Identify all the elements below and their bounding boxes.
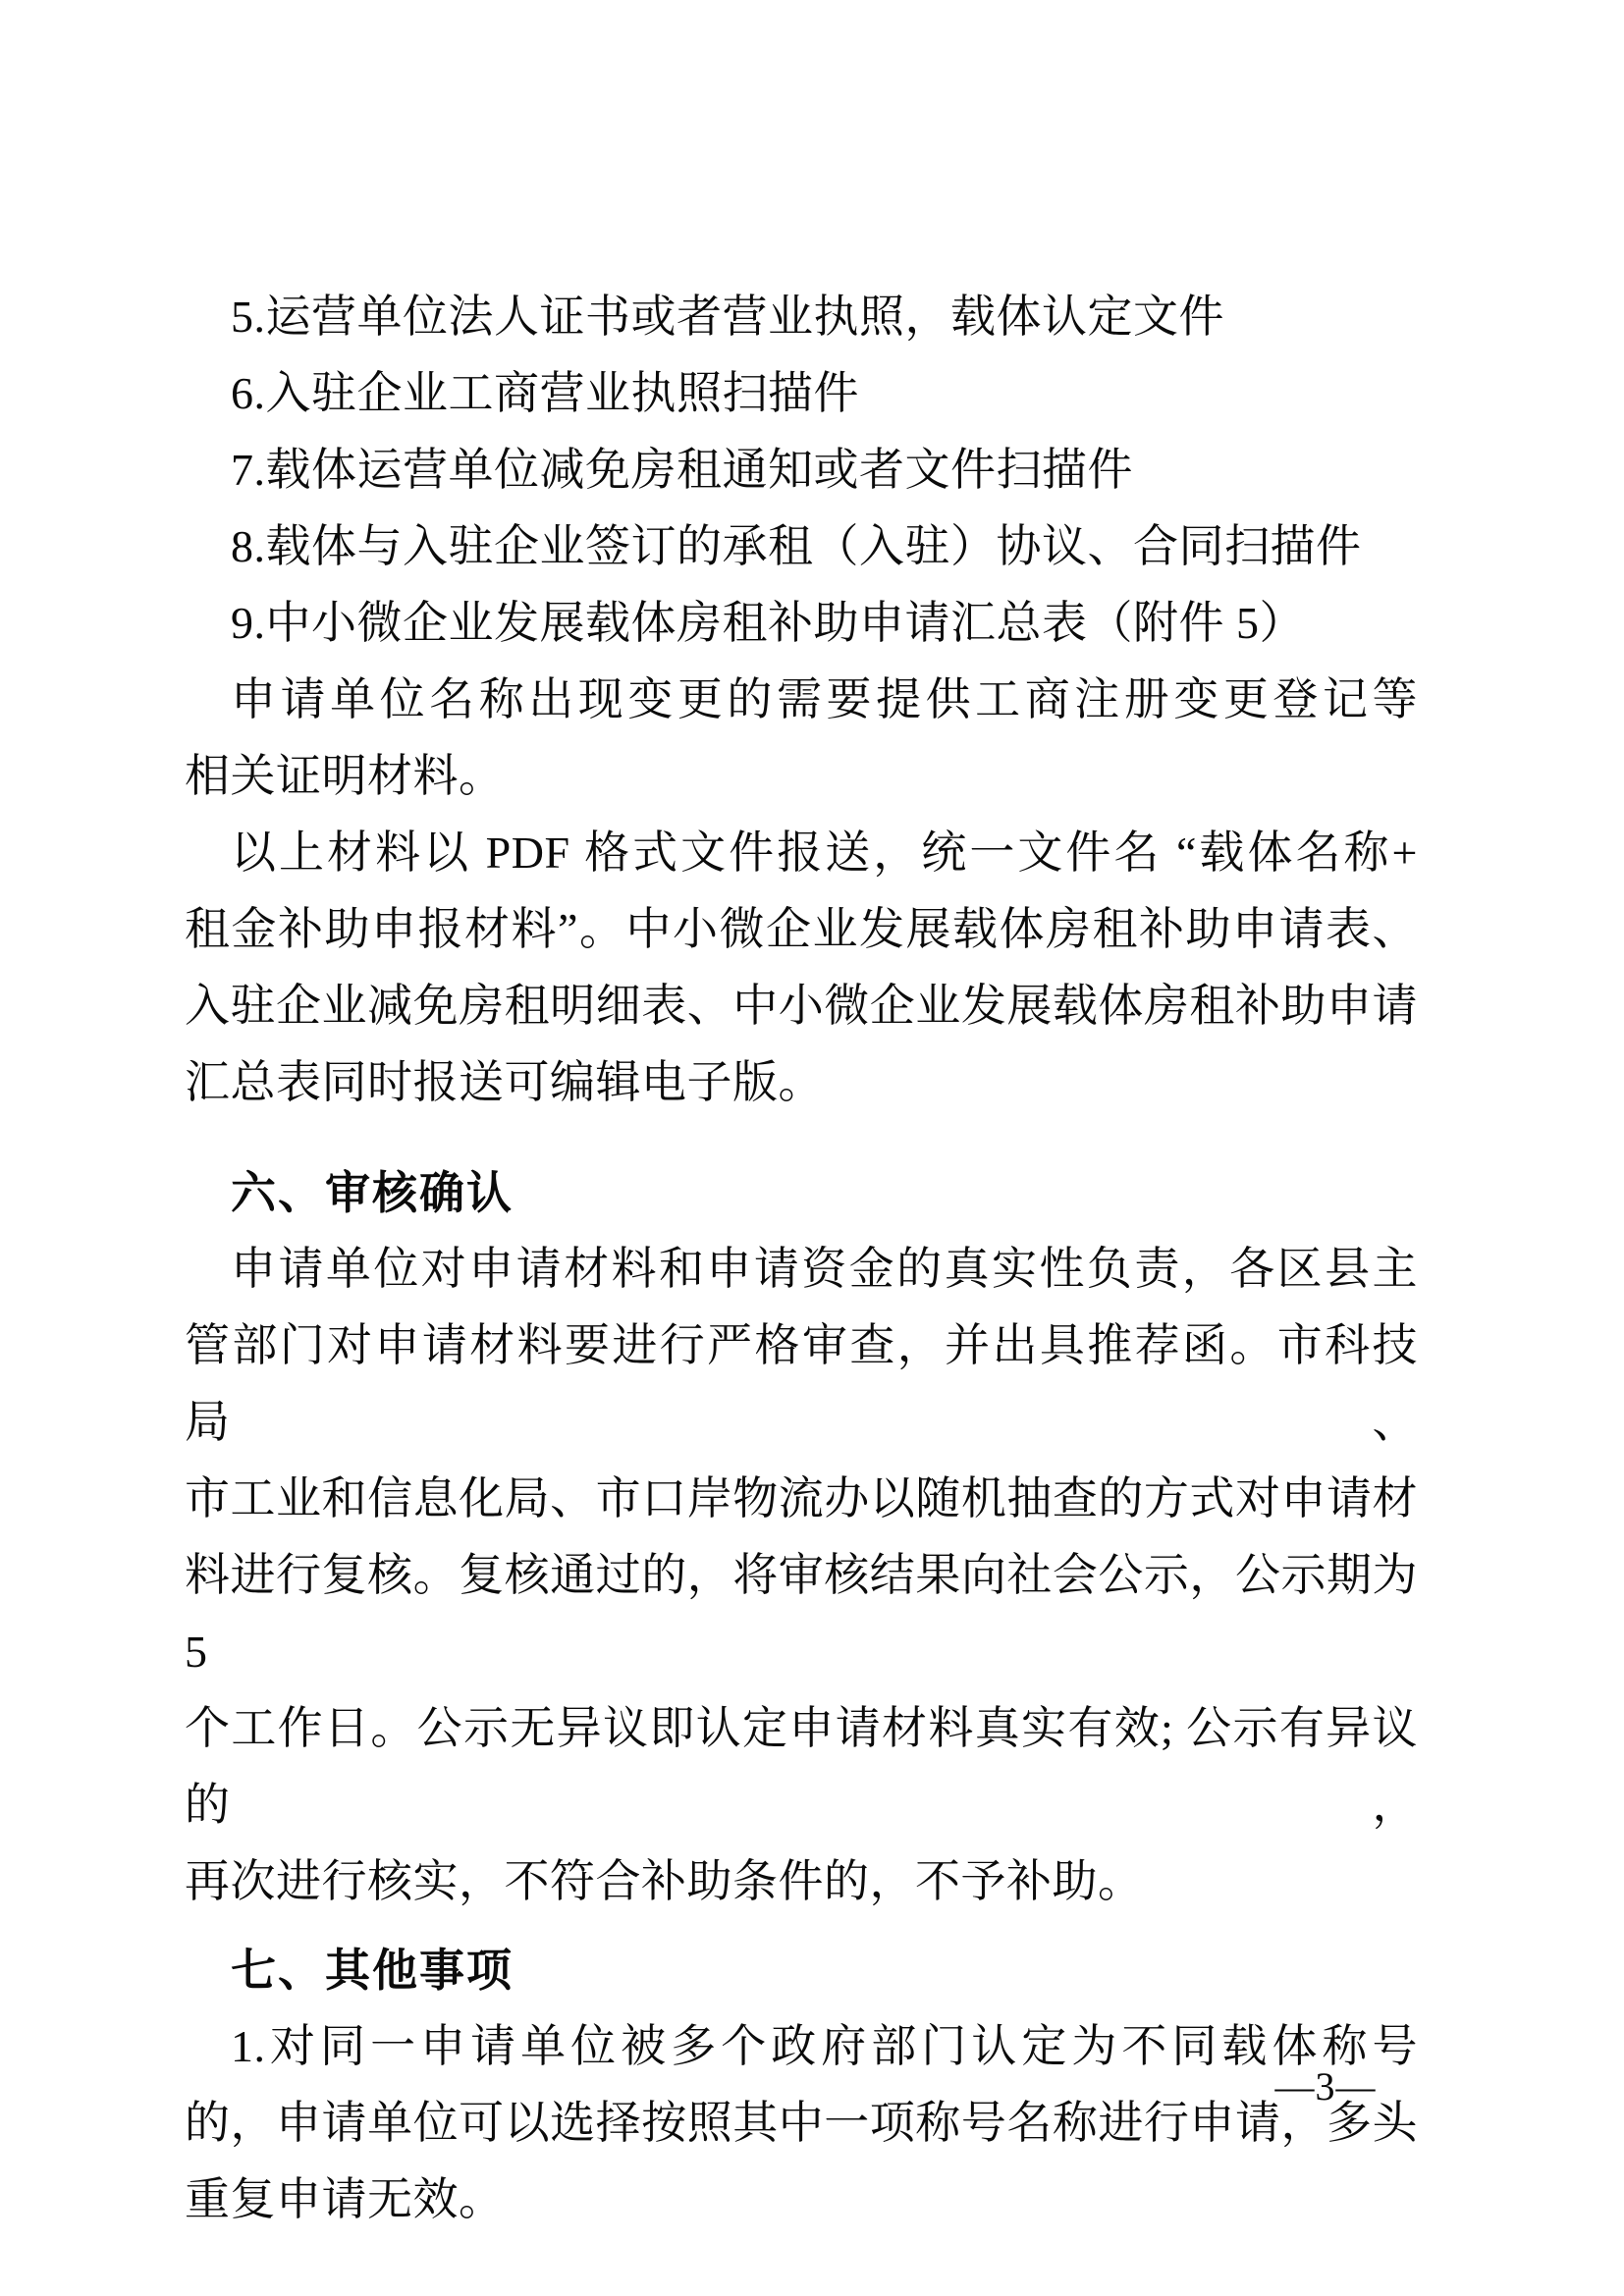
paragraph-submission-line-4: 汇总表同时报送可编辑电子版。: [185, 1057, 824, 1107]
paragraph-review-line-2: 管部门对申请材料要进行严格审查，并出具推荐函。市科技局、: [185, 1320, 1418, 1447]
paragraph-other-line-2: 的，申请单位可以选择按照其中一项称号名称进行申请，多头: [185, 2098, 1418, 2148]
list-item-7: 7.载体运营单位减免房租通知或者文件扫描件: [231, 445, 1133, 495]
list-item-9: 9.中小微企业发展载体房租补助申请汇总表（附件 5）: [231, 598, 1305, 648]
paragraph-submission-line-3: 入驻企业减免房租明细表、中小微企业发展载体房租补助申请: [185, 981, 1418, 1031]
paragraph-other-line-3: 重复申请无效。: [185, 2174, 505, 2224]
paragraph-review-line-3: 市工业和信息化局、市口岸物流办以随机抽查的方式对申请材: [185, 1473, 1418, 1523]
paragraph-submission-line-1: 以上材料以 PDF 格式文件报送，统一文件名 “载体名称+: [231, 828, 1418, 878]
paragraph-review-line-6: 再次进行核实，不符合补助条件的，不予补助。: [185, 1856, 1144, 1906]
paragraph-review-line-1: 申请单位对申请材料和申请资金的真实性负责，各区县主: [231, 1244, 1418, 1294]
section-heading-review: 六、审核确认: [231, 1167, 514, 1218]
paragraph-other-line-1: 1.对同一申请单位被多个政府部门认定为不同载体称号: [231, 2021, 1418, 2071]
paragraph-review-line-4: 料进行复核。复核通过的，将审核结果向社会公示，公示期为 5: [185, 1550, 1418, 1677]
paragraph-review-line-5: 个工作日。公示无异议即认定申请材料真实有效; 公示有异议的，: [185, 1703, 1418, 1830]
list-item-5: 5.运营单位法人证书或者营业执照，载体认定文件: [231, 292, 1224, 342]
paragraph-submission-line-2: 租金补助申报材料”。中小微企业发展载体房租补助申请表、: [185, 904, 1418, 954]
paragraph-name-change-line-1: 申请单位名称出现变更的需要提供工商注册变更登记等: [231, 674, 1418, 724]
list-item-6: 6.入驻企业工商营业执照扫描件: [231, 368, 859, 418]
section-heading-other: 七、其他事项: [231, 1945, 514, 1996]
list-item-8: 8.载体与入驻企业签订的承租（入驻）协议、合同扫描件: [231, 521, 1362, 571]
paragraph-name-change-line-2: 相关证明材料。: [185, 751, 505, 801]
document-body: [185, 279, 1418, 2238]
page-number: —3—: [1274, 2064, 1377, 2109]
